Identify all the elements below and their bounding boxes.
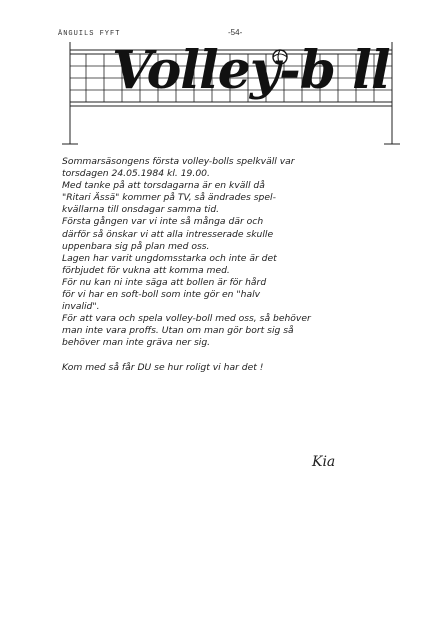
- body-line-closing: Kom med så får DU se hur roligt vi har det !: [62, 361, 264, 373]
- body-line: För nu kan ni inte säga att bollen är för hård: [62, 276, 267, 288]
- body-line: behöver man inte gräva ner sig.: [62, 337, 211, 349]
- body-line: kvällarna till onsdagar samma tid.: [62, 204, 220, 216]
- body-line: därför så önskar vi att alla intresserade skulle: [62, 228, 274, 240]
- body-line: Med tanke på att torsdagarna är en kväll då: [62, 180, 265, 192]
- article-body: [62, 156, 407, 374]
- body-line: man inte vara proffs. Utan om man gör bort sig så: [62, 325, 294, 337]
- body-line: för vi har en soft-boll som inte gör en "halv: [62, 289, 261, 301]
- body-line: Sommarsäsongens första volley-bolls spelkväll var: [62, 156, 295, 167]
- body-line: förbjudet för vukna att komma med.: [62, 264, 230, 276]
- page-number: -54-: [228, 28, 243, 37]
- body-line: invalid".: [62, 301, 100, 313]
- body-line: För att vara och spela volley-boll med oss, så behöver: [62, 313, 311, 325]
- body-line: uppenbara sig på plan med oss.: [62, 240, 210, 252]
- body-line: Första gången var vi inte så många där och: [62, 216, 264, 228]
- header-district-label: ÄNGUILS FYFT: [58, 30, 121, 38]
- body-line: Lagen har varit ungdomsstarka och inte är det: [62, 252, 277, 264]
- signature: Kia: [312, 454, 336, 470]
- body-line: "Ritari Ässä" kommer på TV, så ändrades spel-: [62, 192, 276, 204]
- body-line: torsdagen 24.05.1984 kl. 19.00.: [62, 168, 210, 180]
- page-title: Volley-b ll: [112, 40, 390, 101]
